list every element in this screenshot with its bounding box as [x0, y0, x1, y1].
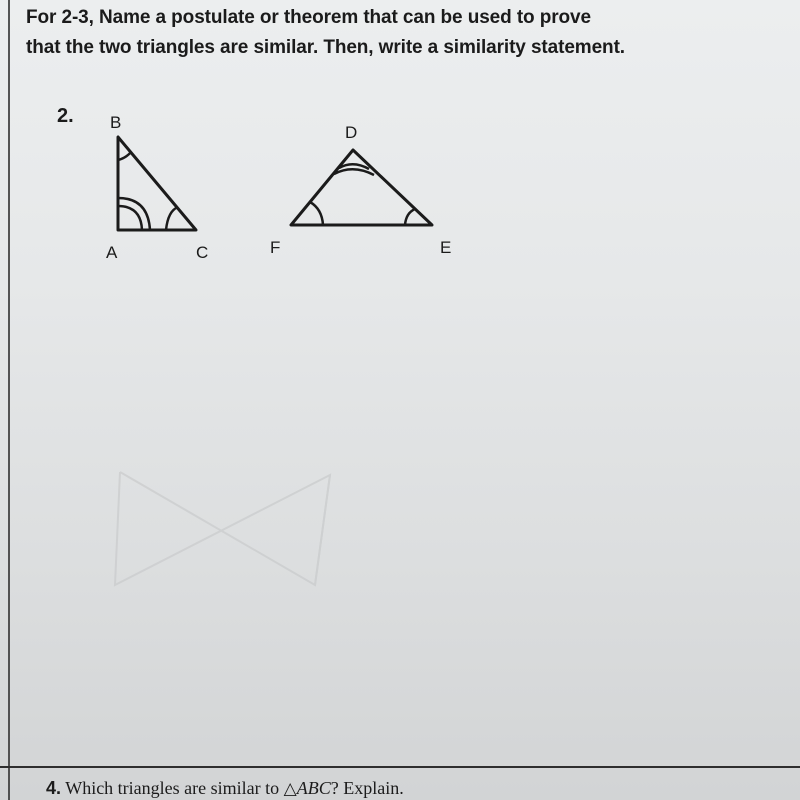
section-divider	[0, 766, 800, 768]
vertex-label-c: C	[196, 243, 209, 262]
vertex-label-f: F	[270, 238, 281, 257]
question-4-text-after: ? Explain.	[330, 778, 404, 798]
instructions-line-1: For 2-3, Name a postulate or theorem that can be used to prove	[26, 7, 591, 28]
question-4	[46, 778, 404, 799]
problem-number: 2.	[57, 105, 74, 127]
question-4-text-before: Which triangles are similar to	[65, 778, 284, 798]
triangle-def	[291, 150, 432, 225]
triangle-abc	[118, 137, 196, 230]
instructions-line-2: that the two triangles are similar. Then, write a similarity statement.	[26, 37, 625, 58]
triangle-abc-outline	[118, 137, 196, 230]
angle-e-mark	[405, 209, 415, 225]
vertex-label-a: A	[106, 243, 118, 262]
angle-f-mark	[310, 202, 323, 225]
angle-a-mark-inner	[118, 206, 142, 230]
vertex-label-b: B	[110, 113, 122, 132]
vertex-label-d: D	[345, 123, 358, 142]
question-4-number: 4.	[46, 778, 62, 798]
angle-a-mark-outer	[118, 198, 150, 230]
triangle-def-outline	[291, 150, 432, 225]
vertex-label-e: E	[440, 238, 452, 257]
angle-b-mark	[118, 152, 131, 160]
angle-c-mark	[166, 207, 178, 230]
triangle-symbol: △	[283, 779, 297, 799]
angle-d-mark-outer	[334, 169, 374, 175]
question-4-triangle-name: ABC	[296, 778, 331, 798]
